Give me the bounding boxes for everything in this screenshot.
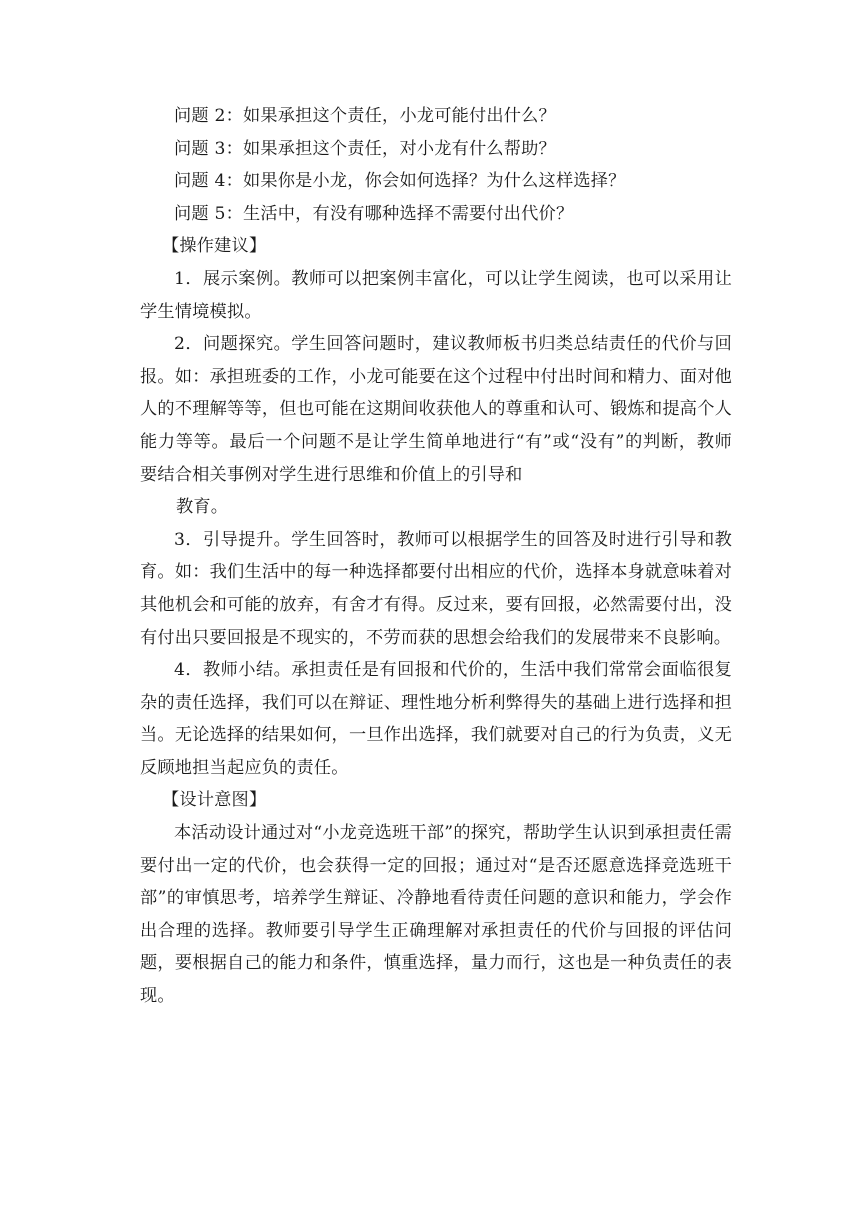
- question-5: 问题 5：生活中，有没有哪种选择不需要付出代价？: [174, 203, 574, 224]
- question-3: 问题 3：如果承担这个责任，对小龙有什么帮助？: [174, 138, 556, 159]
- section-heading-operation-suggestions: 【操作建议】: [162, 236, 267, 257]
- ops-item-3: 3．引导提升。学生回答时，教师可以根据学生的回答及时进行引导和教育。如：我们生活中的每一种选择都要付出相应的代价，选择本身就意味着对其他机会和可能的放弃，有舍才有得。反过来，要有回报，必然需要付出，没有付出只要回报是不现实的，不劳而获的思想会给我们的发展带来不良影响。: [140, 529, 732, 648]
- ops-item-4: 4．教师小结。承担责任是有回报和代价的，生活中我们常常会面临很复杂的责任选择，我们可以在辩证、理性地分析利弊得失的基础上进行选择和担当。无论选择的结果如何，一旦作出选择，我们就要对自己的行为负责，义无反顾地担当起应负的责任。: [140, 660, 732, 778]
- ops-item-2-continuation: 教育。: [176, 497, 229, 518]
- ops-item-2: 2．问题探究。学生回答问题时，建议教师板书归类总结责任的代价与回报。如：承担班委的工作，小龙可能要在这个过程中付出时间和精力、面对他人的不理解等等，但也可能在这期间收获他人的尊重和认可、锻炼和提高个人能力等等。最后一个问题不是让学生简单地进行“有”或“没有”的判断，教师要结合相关事例对学生进行思维和价值上的引导和: [140, 334, 732, 485]
- question-2: 问题 2：如果承担这个责任，小龙可能付出什么？: [174, 106, 556, 126]
- design-intent-paragraph: 本活动设计通过对“小龙竞选班干部”的探究，帮助学生认识到承担责任需要付出一定的代价，也会获得一定的回报；通过对“是否还愿意选择竞选班干部”的审慎思考，培养学生辩证、冷静地看待责任问题的意识和能力，学会作出合理的选择。教师要引导学生正确理解对承担责任的代价与回报的评估问题，要根据自己的能力和条件，慎重选择，量力而行，这也是一种负责任的表现。: [140, 823, 732, 1007]
- section-heading-design-intent: 【设计意图】: [162, 790, 267, 811]
- ops-item-1: 1．展示案例。教师可以把案例丰富化，可以让学生阅读，也可以采用让学生情境模拟。: [140, 268, 732, 322]
- question-4: 问题 4：如果你是小龙，你会如何选择？为什么这样选择？: [174, 171, 626, 192]
- document-page: [140, 100, 732, 1013]
